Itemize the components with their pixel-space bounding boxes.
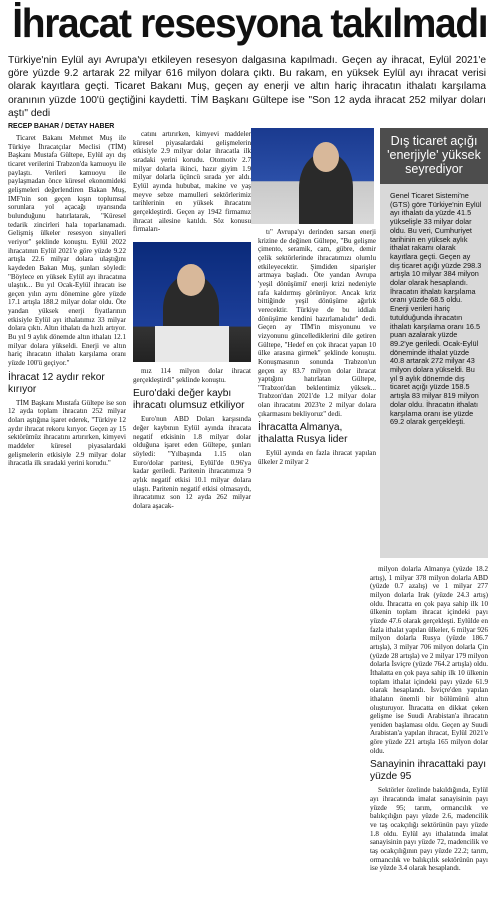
paragraph: Sektörler özelinde bakıldığında, Eylül ayı ihracatında imalat sanayisinin payı yüzde 95; tarım, ormancılık ve balıkçılığın payı yüzde 2.6, madencilik ve taş ocakçılığı sektörünün payı yüzde 1.8 oldu. Eylül ayı ithalatında imalat sanayisinin payı yüzde 72, madencilik ve taş ocakçılığının payı yüzde 22.2; tarım, ormancılık ve balıkçılık sektörünün payı ise yüzde 3.4 olarak hesaplandı.: [370, 786, 488, 873]
headline: İhracat resesyona takılmadı: [12, 0, 488, 46]
column-1: [8, 134, 126, 564]
paragraph: Euro'nun ABD Doları karşısında değer kaybının Eylül ayında ihracata negatif etkisinin 1.8 milyar dolar olduğuna işaret eden Gültepe, şunları söyledi: "Yılbaşında 1.15 olan Euro/dolar paritesi, Eylül'de 0.96'ya kadar geriledi. Paritenin ihracatımıza 9 aylık negatif etkisi 10.1 milyar dolara ulaştı. Paritenin negatif etkisi olmasaydı, ihracatımız son 12 ayda 262 milyar dolara aşacak-: [133, 415, 251, 510]
subheading: İhracat 12 aydır rekor kırıyor: [8, 371, 105, 395]
paragraph: TİM Başkanı Mustafa Gültepe ise son 12 ayda toplam ihracatın 252 milyar doları aştığına işaret ederek, "Türkiye 12 aydır ihracat rekoru kırıyor. Geçen ay 15 sektörümüz ihracatını artırırken, kimyevi maddeler küresel piyasalardaki gelişmelerin etkisiyle 2.9 milyar dolar ihracatla ilk sıradaki yerini korudu.": [8, 398, 126, 468]
lead-paragraph: Türkiye'nin Eylül ayı Avrupa'yı etkileyen resesyon dalgasına kapılmadı. Geçen ay ihracat, Eylül 2021'e göre yüzde 9.2 artarak 22 milyar 616 milyon dolara çıktı. Bu rakam, en yüksek Eylül ayı ihracat verisi olarak kayıtlara geçti. Ticaret Bakanı Muş, geçen ay enerji ve altın hariç ihracatın ithalatı karşılama oranının yüzde 100'ü geçtiğini kaydetti. TİM Başkanı Gültepe ise "Son 12 ayda ihracat 252 milyar doları aştı" dedi: [8, 55, 486, 119]
column-3: [258, 228, 376, 558]
sidebar-title: Dış ticaret açığı 'enerjiyle' yüksek seyrediyor: [380, 128, 488, 184]
person-face: [177, 264, 205, 296]
column-2-bottom: [133, 367, 251, 557]
subheading: İhracatta Almanya, ithalatta Rusya lider: [258, 422, 348, 446]
byline: RECEP BAHAR / DETAY HABER: [8, 123, 115, 130]
paragraph: Ticaret Bakanı Mehmet Muş ile Türkiye İhracatçılar Meclisi (TİM) Başkanı Mustafa Gültepe, Eylül ayı dış ticaret verilerini Trabzon'da kamuoyu ile paylaştı. Verileri kamuoyu ile paylaşmadan önce küresel ekonomideki gelişmeleri değerlendiren Bakan Muş, IMF'nin son geçen kışın toplumsal sorunlara yol açacağı uyarısında bulunduğunu hatırlatarak, "Küresel tedarik zincirleri hala toparlanamadı. Gelişmiş ülkeler resesyon sinyalleri veriyor" şeklinde konuştu. Eylül 2022 ihracatının Eylül 2021'e göre yüzde 9.22 artışla 22.6 milyar dolara ulaştığını kaydeden Bakan Muş, şunları söyledi: "Böylece en yüksek Eylül ayı ihracatına ulaştık... Bu yıl Ocak-Eylül ihracatı ise geçen yılın aynı dönemine göre yüzde 17.1 artışla 188.2 milyar dolar oldu. Öte yandan yüksek enerji fiyatlarının etkisiyle Eylül ayı ithalatımız 33 milyar dolara çıktı. Altın ithalatı da hızlı artıyor. Bu yıl 9 aylık dönemde altın ithalatı 12.1 milyar dolara yükseldi. Enerji ve altın hariç ihracatın ithalatı karşılama oranı yüzde 100'ü geçiyor.": [8, 134, 126, 368]
paragraph: tı" Avrupa'yı derinden sarsan enerji krizine de değinen Gültepe, "Bu gelişme çimento, seramik, cam, gübre, demir çelik sektörlerinde ihracatımızı olumlu etkileyecektir. Şimdiden siparişler artmaya başladı. Öte yandan Avrupa 'yeşil dönüşümü' enerji krizi nedeniyle rafa kaldırmış görünüyor. Ancak kriz bittiğinde yeşil dönüşüme ağırlık verecektir. Türkiye de bu iddialı dönüşüme kendini hazırlamalıdır" dedi. Geçen ay TİM'in misyonunu ve vizyonunu güncellediklerini dile getiren Gültepe, "Hedef en çok ihracat yapan 10 ülke arasına girmek" şeklinde konuştu. Konuşmasının sonunda Trabzon'un geçen ay 83.7 milyon dolar ihracat yaptığını hatırlatan Gültepe, "Trabzon'dan beklentimiz yüksek... Trabzon'dan 2021'de 1.2 milyar dolar olan ihracatını 2023'te 2 milyar dolara çıkarmasını bekliyoruz" dedi.: [258, 228, 376, 418]
sidebar-body: Genel Ticaret Sistemi'ne (GTS) göre Türkiye'nin Eylül ayı ithalatı da yüzde 41.5 yükselişle 33 milyar dolar oldu. Bu veri, Cumhuriyet tarihinin en yüksek aylık ithalat rakamı olarak kayıtlara geçti. Geçen ay dış ticaret açığı yüzde 298.3 artışla 10 milyar 384 milyon dolar olarak hesaplandı. İhracatın ithalatı karşılama oranı yüzde 68.5 oldu. Enerji verileri hariç tutulduğunda ihracatın ithalatı karşılama oranı 16.5 puan azalarak yüzde 89.2'ye geriledi. Ocak-Eylül döneminde ithalat yüzde 40.8 artarak 272 milyar 43 milyon dolara yükseldi. Bu yıl 9 aylık dönemde dış ticaret açığı yüzde 158.5 artışla 83 milyar 819 milyon dolar oldu. İhracatın ithalatı karşılama oranı ise yüzde 69.2 olarak gerçekleşti.: [390, 191, 482, 427]
podium: [155, 326, 229, 362]
subheading: Sanayinin ihracattaki payı yüzde 95: [370, 759, 487, 783]
photo-minister: [251, 128, 374, 224]
paragraph: milyon dolarla Almanya (yüzde 18.2 artış), 1 milyar 378 milyon dolarla ABD (yüzde 0.7 azalış) ve 1 milyar 277 milyon dolarla Irak (yüzde 24.3 artış) oldu. İhracatta en çok paya sahip ilk 10 ülkenin toplam ihracat içindeki payı yüzde 47.6 olarak gerçekleşti. Eylülde en fazla ithalat yapılan ülkeler, 6 milyar 926 milyon dolarla Rusya (yüzde 186.7 artışla), 3 milyar 706 milyon dolarla Çin (yüzde 28 artışla) ve 2 milyar 179 milyon dolarla İsviçre (yüzde 764.2 artışla) oldu. İthalatta en çok paya sahip ilk 10 ülkenin toplam ithalat içindeki payı yüzde 61.9 olarak hesaplandı. İsviçre'den yapılan ithalatın önemli bir bölümünü altın oluşturuyor. İhracatta en dikkat çeken gelişme ise Suudi Arabistan'a ihracatın yeniden başlaması oldu. Geçen ay Suudi Arabistan'a yapılan ihracat, Eylül 2021'e göre yüzde 221 artışla 165 milyon dolar oldu.: [370, 565, 488, 755]
column-4: [370, 565, 488, 900]
paragraph: Eylül ayında en fazla ihracat yapılan ülkeler 2 milyar 2: [258, 449, 376, 467]
person-face: [313, 142, 339, 172]
photo-speaker: [133, 242, 251, 362]
paragraph: mız 114 milyon dolar ihracat gerçekleştirdi" şeklinde konuştu.: [133, 367, 251, 384]
sidebar-box: [380, 128, 488, 558]
paragraph: catını artırırken, kimyevi maddeler küresel piyasalardaki gelişmelerin etkisiyle 2.9 milyar dolar ihracatla ilk sıradaki yerini korudu. Otomotiv 2.7 milyar dolarla ikinci, hazır giyim 1.9 milyar dolarla üçüncü sırada yer aldı. Eylül ayında hububat, makine ve yaş meyve sebze mamulleri sektörlerimiz tarihlerinin en yüksek ihracatını gerçekleştirdi. Geçen ay 1942 firmamız ihracat ailesine katıldı. Söz konusu firmaları-: [133, 130, 251, 234]
subheading: Euro'daki değer kaybı ihracatı olumsuz etkiliyor: [133, 388, 245, 412]
column-2-top: [133, 130, 251, 238]
